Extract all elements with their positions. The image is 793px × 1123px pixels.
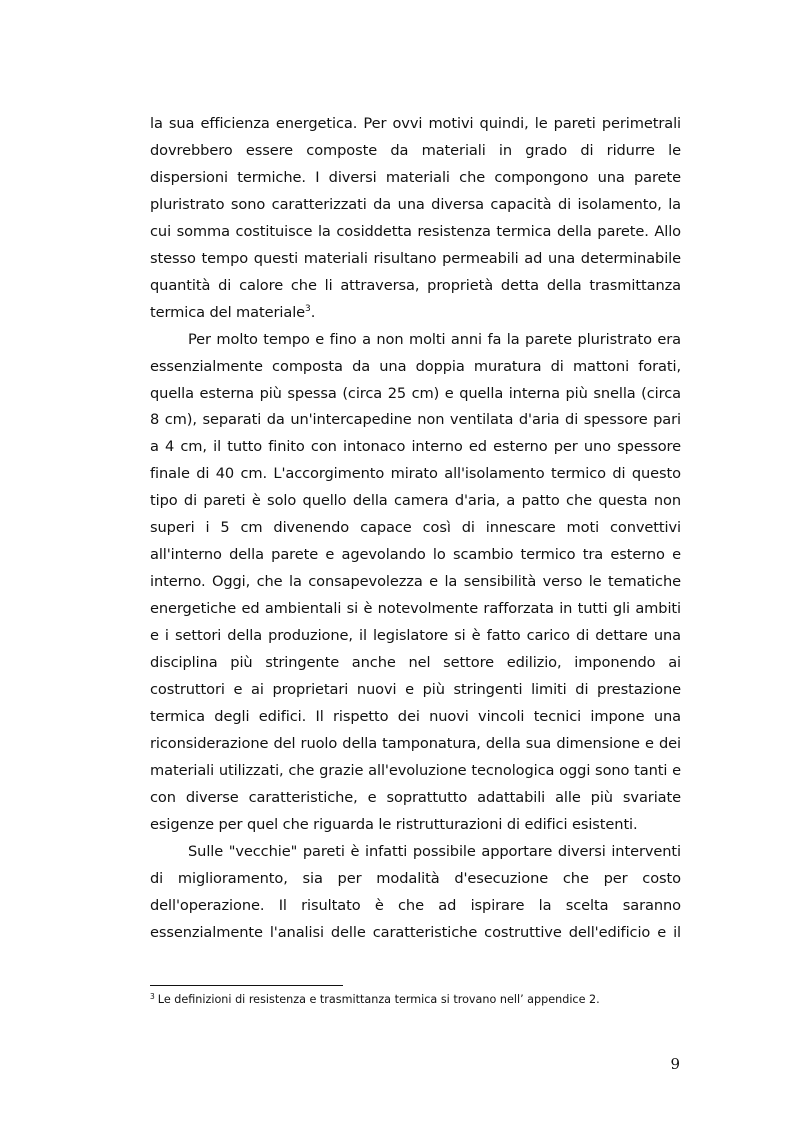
page-number: 9 bbox=[670, 1055, 680, 1073]
paragraph-1 bbox=[150, 111, 681, 327]
paragraph-1-end: . bbox=[310, 303, 316, 321]
footnote-text: Le definizioni di resistenza e trasmittanza termica si trovano nell’ appendice 2. bbox=[157, 993, 600, 1006]
footnote-reference: 3 bbox=[305, 303, 311, 314]
paragraph-2: Per molto tempo e fino a non molti anni fa la parete pluristrato era essenzialmente composta da una doppia muratura di mattoni forati, quella esterna più spessa (circa 25 cm) e quella interna più snella (circa 8 cm), separati da un'intercapedine non ventilata d'aria di spessore pari a 4 cm, il tutto finito con intonaco interno ed esterno per uno spessore finale di 40 cm. L'accorgimento mirato all'isolamento termico di questo tipo di pareti è solo quello della camera d'aria, a patto che questa non superi i 5 cm divenendo capace così di innescare moti convettivi all'interno della parete e agevolando lo scambio termico tra esterno e interno. Oggi, che la consapevolezza e la sensibilità verso le tematiche energetiche ed ambientali si è notevolmente rafforzata in tutti gli ambiti e i settori della produzione, il legislatore si è fatto carico di dettare una disciplina più stringente anche nel settore edilizio, imponendo ai costruttori e ai proprietari nuovi e più stringenti limiti di prestazione termica degli edifici. Il rispetto dei nuovi vincoli tecnici impone una riconsiderazione del ruolo della tamponatura, della sua dimensione e dei materiali utilizzati, che grazie all'evoluzione tecnologica oggi sono tanti e con diverse caratteristiche, e soprattutto adattabili alle più svariate esigenze per quel che riguarda le ristrutturazioni di edifici esistenti. bbox=[150, 330, 681, 833]
footnote bbox=[150, 992, 681, 1008]
paragraph-3: Sulle "vecchie" pareti è infatti possibile apportare diversi interventi di miglioramento, sia per modalità d'esecuzione che per costo dell'operazione. Il risultato è che ad ispirare la scelta saranno essenzialmente l'analisi delle caratteristiche costruttive dell'edificio e il bbox=[150, 842, 681, 941]
paragraph-1-text: la sua efficienza energetica. Per ovvi motivi quindi, le pareti perimetrali dovrebbero essere composte da materiali in grado di ridurre le dispersioni termiche. I diversi materiali che compongono una parete pluristrato sono caratterizzati da una diversa capacità di isolamento, la cui somma costituisce la cosiddetta resistenza termica della parete. Allo stesso tempo questi materiali risultano permeabili ad una determinabile quantità di calore che li attraversa, proprietà detta della trasmittanza termica del materiale bbox=[150, 115, 681, 321]
body-text bbox=[150, 111, 681, 947]
footnote-marker: 3 bbox=[150, 992, 155, 1001]
footnote-separator bbox=[150, 985, 343, 986]
